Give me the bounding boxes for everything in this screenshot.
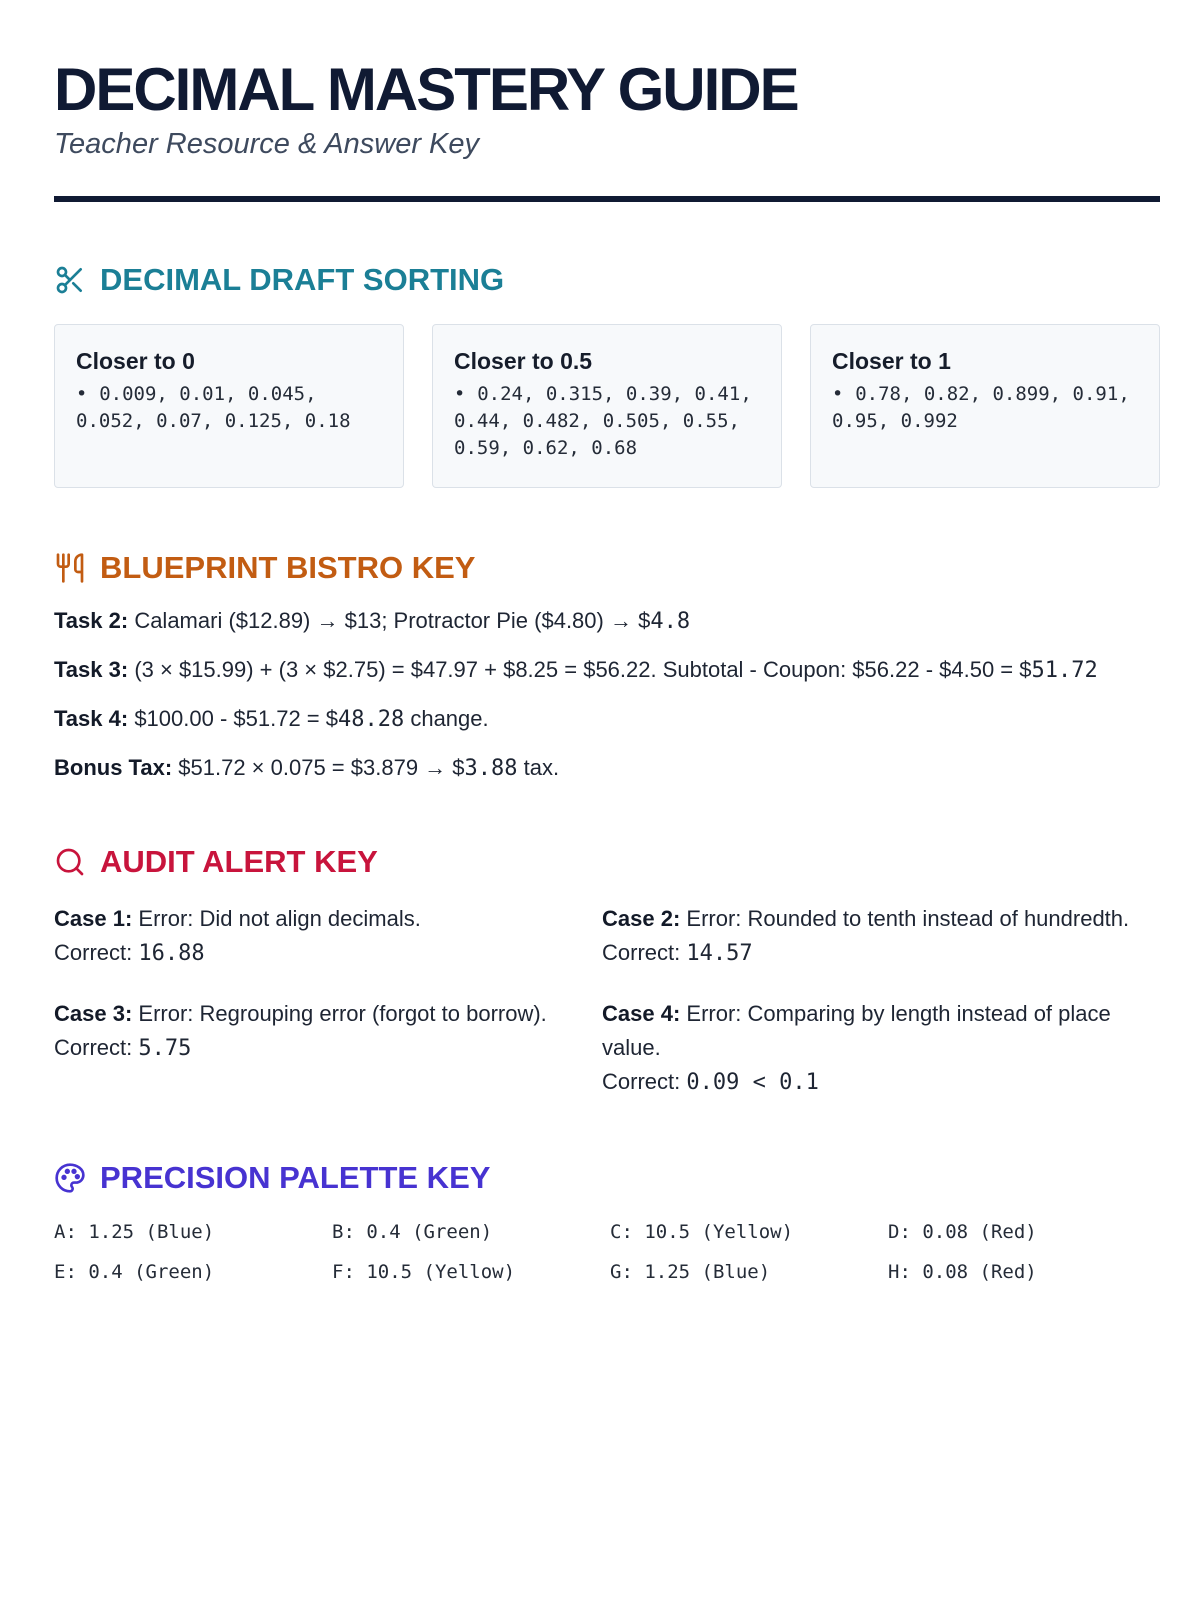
- card-values: [76, 381, 383, 435]
- decimal-sorting-section: [54, 262, 1160, 488]
- bistro-section: [54, 550, 1160, 786]
- case-label: Case 3:: [54, 1001, 133, 1026]
- palette-item: D: 0.08 (Red): [888, 1221, 1037, 1243]
- page-subtitle: Teacher Resource & Answer Key: [54, 128, 480, 160]
- correct-value: 16.88: [138, 941, 205, 966]
- case-error: Error: Rounded to tenth instead of hundredth.: [686, 906, 1130, 931]
- audit-section: [54, 844, 1160, 1100]
- task-line: [54, 751, 1160, 786]
- bullet-icon: •: [454, 383, 466, 405]
- sorting-card-closer-to-1: [810, 324, 1160, 488]
- utensils-icon: [54, 552, 86, 584]
- case-error: Error: Regrouping error (forgot to borrow).: [138, 1001, 547, 1026]
- task-tail: change.: [404, 706, 489, 731]
- case-error: Error: Comparing by length instead of place value.: [602, 1001, 1111, 1060]
- audit-case: [602, 902, 1160, 971]
- case-label: Case 4:: [602, 1001, 681, 1026]
- title-divider: [54, 196, 1160, 202]
- palette-item: E: 0.4 (Green): [54, 1261, 215, 1283]
- page-title: DECIMAL MASTERY GUIDE: [54, 56, 798, 123]
- task-tail: tax.: [517, 755, 560, 780]
- palette-item: A: 1.25 (Blue): [54, 1221, 215, 1243]
- card-values-text: 0.78, 0.82, 0.899, 0.91, 0.95, 0.992: [832, 383, 1130, 432]
- palette-icon: [54, 1162, 86, 1194]
- section-title: AUDIT ALERT KEY: [100, 844, 378, 879]
- task-label: Bonus Tax:: [54, 755, 173, 780]
- section-heading: [54, 844, 1160, 880]
- palette-item: B: 0.4 (Green): [332, 1221, 493, 1243]
- correct-label: Correct:: [602, 940, 681, 965]
- card-title: Closer to 0: [76, 348, 195, 374]
- palette-item: H: 0.08 (Red): [888, 1261, 1037, 1283]
- palette-item: F: 10.5 (Yellow): [332, 1261, 516, 1283]
- correct-label: Correct:: [602, 1069, 681, 1094]
- bistro-tasks: [54, 604, 1160, 786]
- task-text: Calamari ($12.89) → $13; Protractor Pie ($4.80) → $: [134, 608, 651, 633]
- scissors-icon: [54, 264, 86, 296]
- task-line: [54, 604, 1160, 639]
- palette-grid: [54, 1218, 1160, 1286]
- correct-value: 5.75: [138, 1036, 192, 1061]
- task-text: (3 × $15.99) + (3 × $2.75) = $47.97 + $8.25 = $56.22. Subtotal - Coupon: $56.22 - $4.50 = $: [134, 657, 1032, 682]
- sorting-cards: [54, 324, 1160, 488]
- card-values: [832, 381, 1139, 435]
- correct-value: 14.57: [686, 941, 753, 966]
- search-icon: [54, 846, 86, 878]
- task-answer: 48.28: [337, 707, 405, 732]
- card-values: [454, 381, 761, 462]
- case-label: Case 1:: [54, 906, 133, 931]
- section-title: BLUEPRINT BISTRO KEY: [100, 550, 476, 585]
- correct-label: Correct:: [54, 1035, 133, 1060]
- palette-section: [54, 1160, 1160, 1286]
- task-answer: 51.72: [1031, 658, 1098, 683]
- task-label: Task 4:: [54, 706, 129, 731]
- task-answer: 4.8: [650, 609, 691, 634]
- task-text: $51.72 × 0.075 = $3.879 → $: [178, 755, 465, 780]
- section-title: PRECISION PALETTE KEY: [100, 1160, 491, 1195]
- section-heading: [54, 262, 1160, 298]
- correct-label: Correct:: [54, 940, 133, 965]
- section-heading: [54, 550, 1160, 586]
- audit-case: [54, 902, 602, 971]
- task-line: [54, 653, 1160, 688]
- correct-value: 0.09 < 0.1: [686, 1070, 819, 1095]
- card-title: Closer to 0.5: [454, 348, 593, 374]
- sorting-card-closer-to-0: [54, 324, 404, 488]
- task-label: Task 3:: [54, 657, 129, 682]
- audit-case: [54, 997, 602, 1100]
- task-line: [54, 702, 1160, 737]
- palette-item: C: 10.5 (Yellow): [610, 1221, 794, 1243]
- case-error: Error: Did not align decimals.: [138, 906, 421, 931]
- bullet-icon: •: [76, 383, 88, 405]
- task-answer: 3.88: [464, 756, 518, 781]
- card-values-text: 0.24, 0.315, 0.39, 0.41, 0.44, 0.482, 0.505, 0.55, 0.59, 0.62, 0.68: [454, 383, 752, 459]
- palette-item: G: 1.25 (Blue): [610, 1261, 771, 1283]
- audit-case: [602, 997, 1160, 1100]
- card-values-text: 0.009, 0.01, 0.045, 0.052, 0.07, 0.125, 0.18: [76, 383, 351, 432]
- task-label: Task 2:: [54, 608, 129, 633]
- case-label: Case 2:: [602, 906, 681, 931]
- card-title: Closer to 1: [832, 348, 951, 374]
- audit-cases: [54, 902, 1160, 1100]
- sorting-card-closer-to-half: [432, 324, 782, 488]
- section-heading: [54, 1160, 1160, 1196]
- task-text: $100.00 - $51.72 = $: [134, 706, 338, 731]
- section-title: DECIMAL DRAFT SORTING: [100, 262, 505, 297]
- bullet-icon: •: [832, 383, 844, 405]
- answer-key-page: [54, 0, 1160, 1286]
